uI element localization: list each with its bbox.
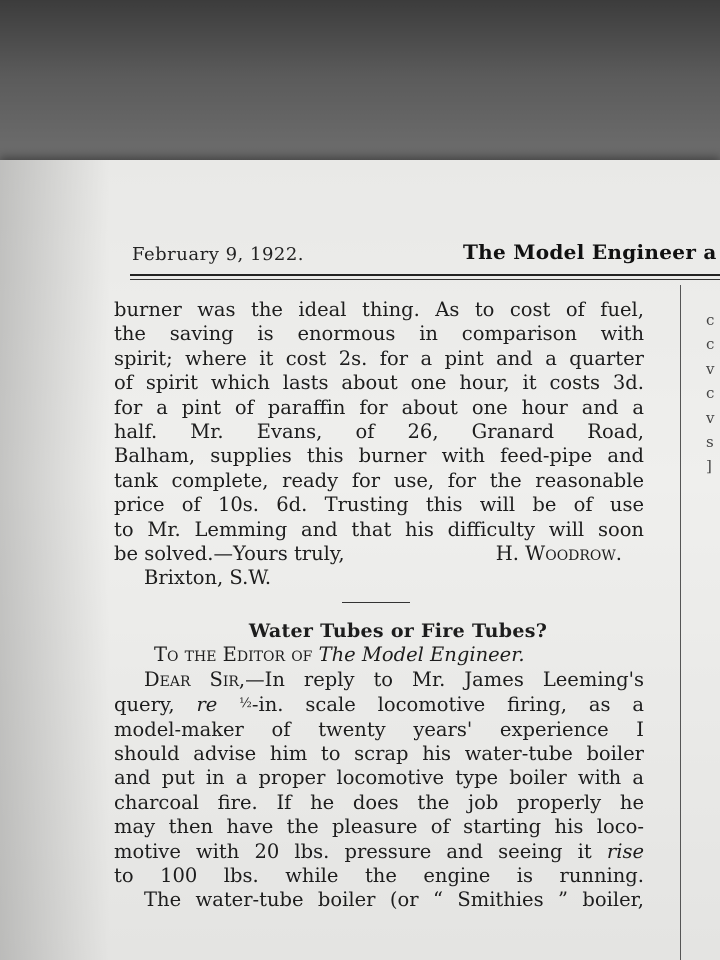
publication-name: The Model Engineer. [318, 643, 525, 667]
text-fragment: —In reply to Mr. James Leeming's [245, 667, 644, 691]
text-fragment: motive with 20 lbs. pressure and seeing it [114, 839, 607, 863]
article-heading: Water Tubes or Fire Tubes? [248, 619, 548, 642]
text-line: charcoal fire. If he does the job properly he [114, 790, 644, 814]
closing-line [114, 542, 644, 566]
fragment: v [706, 359, 715, 378]
letter-location: Brixton, S.W. [144, 566, 272, 590]
header-rule-thin [130, 279, 720, 280]
adjacent-column-fragments [706, 308, 720, 479]
text-line: The water-tube boiler (or “ Smithies ” boiler, [144, 888, 644, 912]
text-line: tank complete, ready for use, for the reasonable [114, 468, 644, 492]
main-column [114, 298, 644, 913]
text-line: spirit; where it cost 2s. for a pint and a quarter [114, 346, 644, 370]
magazine-title: The Model Engineer a [463, 240, 717, 264]
text-line: to 100 lbs. while the engine is running. [114, 863, 644, 887]
text-line: the saving is enormous in comparison with [114, 322, 644, 346]
text-line: price of 10s. 6d. Trusting this will be of use [114, 493, 644, 517]
signature: H. Woodrow. [495, 542, 622, 566]
text-line: model-maker of twenty years' experience I [114, 717, 644, 741]
fragment: ] [706, 457, 712, 476]
re-italic: re [196, 693, 218, 717]
text-fragment: query, [114, 693, 197, 717]
text-line: should advise him to scrap his water-tube boiler [114, 741, 644, 765]
text-line: half. Mr. Evans, of 26, Granard Road, [114, 420, 644, 444]
text-fragment: -in. scale locomotive firing, as a [251, 693, 645, 717]
section-separator [342, 602, 410, 603]
text-line: may then have the pleasure of starting his loco- [114, 815, 644, 839]
addressee-line [114, 643, 644, 667]
header-rule-thick [130, 274, 720, 276]
text-line: for a pint of paraffin for about one hour and a [114, 395, 644, 419]
text-line: to Mr. Lemming and that his difficulty will soon [114, 517, 644, 541]
column-divider [680, 285, 681, 960]
addressee-prefix: To the Editor of [154, 643, 319, 667]
fragment: v [706, 408, 715, 427]
text-line: and put in a proper locomotive type boiler with a [114, 766, 644, 790]
page-header [130, 240, 720, 270]
text-line [114, 692, 644, 717]
rise-italic: rise [606, 839, 644, 863]
salutation: Dear Sir, [144, 667, 246, 691]
closing-text: be solved.—Yours truly, [114, 542, 345, 566]
fragment: s [706, 433, 714, 452]
fraction: ½ [239, 696, 252, 712]
fragment: c [706, 384, 715, 403]
fragment: c [706, 335, 715, 354]
magazine-page [0, 160, 720, 960]
text-line: burner was the ideal thing. As to cost of fuel, [114, 298, 644, 321]
text-line: of spirit which lasts about one hour, it costs 3d. [114, 371, 644, 395]
issue-date: February 9, 1922. [132, 244, 305, 265]
text-line [114, 668, 644, 692]
page-shadow [0, 160, 110, 960]
fragment: c [706, 311, 715, 329]
text-line: Balham, supplies this burner with feed-pipe and [114, 444, 644, 468]
text-line [114, 840, 644, 864]
